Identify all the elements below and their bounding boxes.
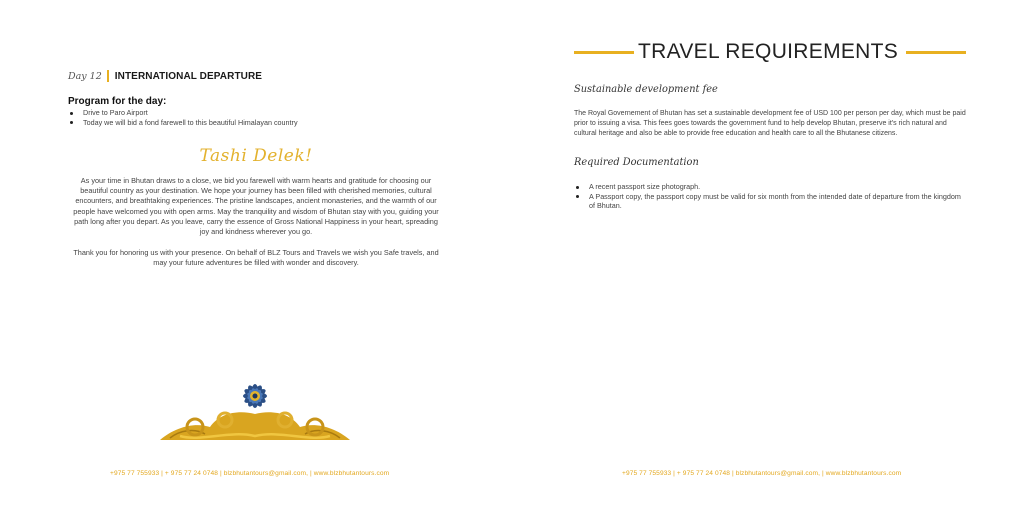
flower-ornament-icon: [150, 372, 360, 452]
title-rule-left: [574, 51, 634, 54]
contact-footer: +975 77 755933 | + 975 77 24 0748 | blzbhutantours@gmail.com, | www.blzbhutantours.com: [110, 470, 390, 477]
list-item: A recent passport size photograph.: [574, 182, 966, 192]
right-page: [512, 0, 1024, 512]
thanks-paragraph: Thank you for honoring us with your presence. On behalf of BLZ Tours and Travels we wish you Safe travels, and may your future adventures be filled with wonder and discovery.: [73, 248, 439, 268]
farewell-paragraph: As your time in Bhutan draws to a close, we bid you farewell with warm hearts and gratitude for choosing our beautiful country as your destination. We hope your journey has been filled with cherished memories, cultural encounters, and breathtaking experiences. The pristine landscapes, ancient monasteries, and the warmth of our people have welcomed you with open arms. May the tranquility and wisdom of Bhutan stay with you, guiding your path long after you depart. As you leave, carry the essence of Gross National Happiness in your heart, spreading joy and kindness wherever you go.: [73, 176, 439, 237]
req-list: [574, 182, 966, 211]
greeting-heading: Tashi Delek!: [199, 146, 313, 166]
list-item: A Passport copy, the passport copy must be valid for six month from the intended date of departure from the kingdom of Bhutan.: [574, 192, 966, 211]
sdf-paragraph: The Royal Governement of Bhutan has set a sustainable development fee of USD 100 per person per day, which must be paid prior to issuing a visa. This fees goes towards the government fund to help develop Bhutan, preserve it's rich natural and cultural heritage and also be able to provide free education and health care to all the Bhutanese citizens.: [574, 110, 966, 137]
day-divider: [107, 70, 109, 82]
sdf-heading: Sustainable development fee: [574, 84, 718, 95]
title-rule-right: [906, 51, 966, 54]
day-label: Day 12: [68, 70, 102, 82]
day-title: INTERNATIONAL DEPARTURE: [114, 70, 263, 82]
program-list: [68, 108, 368, 127]
program-title: Program for the day:: [68, 96, 167, 107]
page-title: TRAVEL REQUIREMENTS: [638, 40, 899, 63]
list-item: Drive to Paro Airport: [68, 108, 368, 118]
list-item: Today we will bid a fond farewell to this beautiful Himalayan country: [68, 118, 368, 128]
contact-footer: +975 77 755933 | + 975 77 24 0748 | blzbhutantours@gmail.com, | www.blzbhutantours.com: [622, 470, 902, 477]
req-heading: Required Documentation: [574, 157, 699, 168]
day-header: [68, 70, 262, 82]
